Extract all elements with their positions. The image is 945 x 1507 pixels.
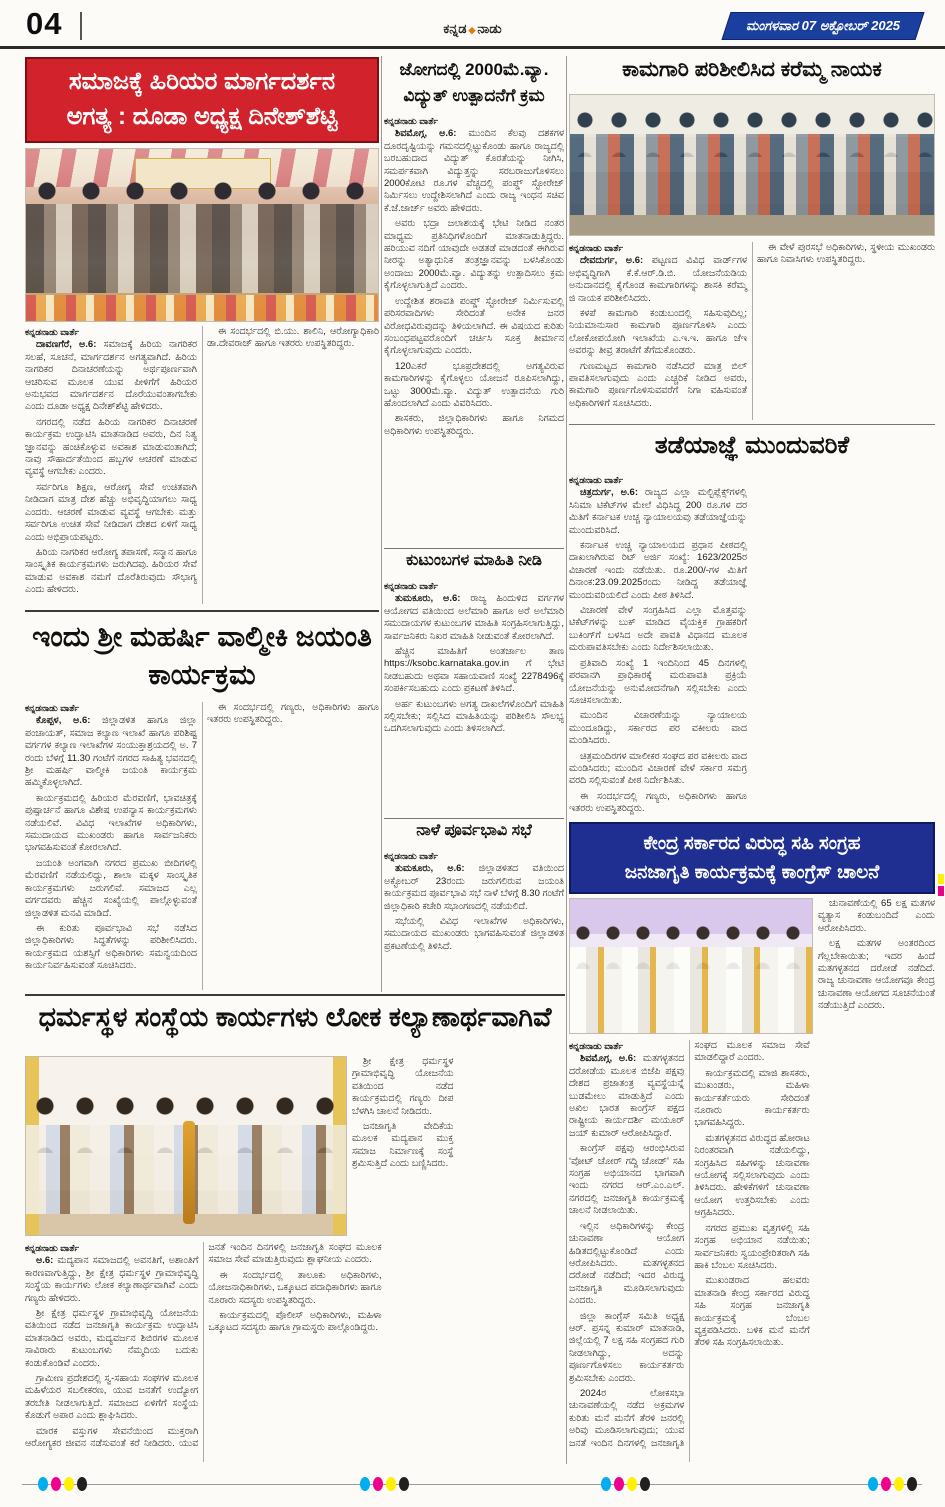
paragraph: ಶ್ರೀ ಕ್ಷೇತ್ರ ಧರ್ಮಸ್ಥಳ ಗ್ರಾಮಾಭಿವೃದ್ಧಿ ಯೋಜನೆಯ ವತಿಯಿಂದ ನಡೆದ ಜನಜಾಗೃತಿ ಕಾರ್ಯಕ್ರಮ ಉದ್ಘಾಟಿಸಿ ಮಾತನಾಡಿದ ಅವರು, ಮದ್ಯವರ್ಜನ ಶಿಬಿರಗಳ ಮೂಲಕ ಸಾವಿರಾರು ಕುಟುಂಬಗಳು ನೆಮ್ಮದಿಯ ಬದುಕು ಕಂಡುಕೊಂಡಿವೆ ಎಂದರು.	[25, 1308, 199, 1369]
dharma-side-column	[352, 1056, 565, 1236]
agency-byline: ಕನ್ನಡನಾಡು ವಾರ್ತೆ	[569, 475, 624, 485]
site-inspection-group-photo	[569, 94, 935, 236]
magenta-dot-icon	[51, 1477, 61, 1491]
dateline: ಶಿವಮೊಗ್ಗ, ಅ.6:	[395, 128, 457, 140]
paragraph: ಈ ಸಂದರ್ಭದಲ್ಲಿ ಬಿ.ಯು. ಶಾಲಿನಿ, ಆರೋಗ್ಯಾಧಿಕಾರಿ ಡಾ.ದೇವರಾಜ್ ಹಾಗೂ ಇತರರು ಉಪಸ್ಥಿತರಿದ್ದರು.	[207, 326, 379, 350]
body-text: ಮುಂದಿನ ಕೆಲವು ದಶಕಗಳ ದೂರದೃಷ್ಟಿಯನ್ನು ಗಮನದಲ್ಲಿಟ್ಟುಕೊಂಡು ಹಾಗೂ ರಾಜ್ಯದಲ್ಲಿ ಬರಬಹುದಾದ ವಿದ್ಯುತ್ ಕೊರತೆಯನ್ನು ನೀಗಿಸಿ, ಸಮರ್ಪಕವಾಗಿ ವಿದ್ಯುತ್ತನ್ನು ಸರಬರಾಜುಗೊಳಿಸಲು 2000ಕೋಟಿ ರೂ.ಗಳ ವೆಚ್ಚದಲ್ಲಿ ಪಂಪ್ಡ್ ಸ್ಟೋರೇಜ್ ನಿರ್ಮಿಸಲು ಉದ್ದೇಶಿಸಲಾಗಿದೆ ಎಂದು ರಾಜ್ಯ ಇಂಧನ ಸಚಿವ ಕೆ.ಜೆ.ಜಾರ್ಜ್ ಅವರು ಹೇಳಿದರು.	[384, 128, 564, 214]
paragraph: ಅರ್ಹ ಕುಟುಂಬಗಳು ಅಗತ್ಯ ದಾಖಲೆಗಳೊಂದಿಗೆ ಮಾಹಿತಿ ಸಲ್ಲಿಸಬೇಕು; ಸಲ್ಲಿಸಿದ ಮಾಹಿತಿಯನ್ನು ಪರಿಶೀಲಿಸಿ ಸೌಲಭ್ಯ ಒದಗಿಸಲಾಗುವುದು ಎಂದು ತಿಳಿಸಲಾಗಿದೆ.	[384, 698, 564, 735]
paragraph: ನಗರದ ಪ್ರಮುಖ ವೃತ್ತಗಳಲ್ಲಿ ಸಹಿ ಸಂಗ್ರಹ ಅಭಿಯಾನ ನಡೆಯಿತು; ಸಾರ್ವಜನಿಕರು ಸ್ವಯಂಪ್ರೇರಿತರಾಗಿ ಸಹಿ ಹಾಕಿ ಬೆಂಬಲ ಸೂಚಿಸಿದರು.	[694, 1222, 810, 1271]
stay-body	[569, 474, 935, 818]
print-edge-mark-magenta	[938, 886, 944, 896]
dateline: ಚಿತ್ರದುರ್ಗ, ಅ.6:	[580, 487, 638, 499]
congress-rally-photo	[569, 898, 813, 1034]
paragraph: ಲಕ್ಷ ಮತಗಳ ಅಂತರದಿಂದ ಗೆಲ್ಲಬೇಕಾಯಿತು; ಇದರ ಹಿಂದೆ ಮತಗಳ್ಳತನದ ದರೋಡೆ ನಡೆದಿದೆ. ರಾಜ್ಯ ಚುನಾವಣಾ ಆಯೋಗವೂ ಕೇಂದ್ರ ಚುನಾವಣಾ ಆಯೋಗದ ಸೂಚನೆಯಂತೆ ನಡೆಯುತ್ತಿದೆ ಎಂದರು.	[818, 938, 935, 1012]
paragraph	[25, 339, 197, 413]
paragraph: ಸರ್ವರಿಗೂ ಶಿಕ್ಷಣ, ಆರೋಗ್ಯ ಸೇವೆ ಉಚಿತವಾಗಿ ನೀಡಿದಾಗ ಮಾತ್ರ ದೇಶ ಹೆಚ್ಚು ಅಭಿವೃದ್ಧಿಯಾಗಲು ಸಾಧ್ಯ ಎಂದರು. ಆಚರಣೆ ಮಾಡುವ ವ್ಯವಸ್ಥೆ ಆಗಬೇಕು ಮತ್ತು ಸರ್ವರಿಗೂ ಉಚಿತ ಸೇವೆ ನೀಡಿದಾಗ ದೇಶದ ಏಳಿಗೆ ಸಾಧ್ಯ ಎಂದು ಅಭಿಪ್ರಾಯಪಟ್ಟರು.	[25, 481, 197, 543]
paragraph: ಮುಖಂಡರಾದ ಹಲವರು ಮಾತನಾಡಿ ಕೇಂದ್ರ ಸರ್ಕಾರದ ವಿರುದ್ಧ ಸಹಿ ಸಂಗ್ರಹ ಜನಜಾಗೃತಿ ಕಾರ್ಯಕ್ರಮಕ್ಕೆ ಬೆಂಬಲ ವ್ಯಕ್ತಪಡಿಸಿದರು. ಬಳಿಕ ಮನೆ ಮನೆಗೆ ತೆರಳಿ ಸಹಿ ಸಂಗ್ರಹಿಸಲಾಯಿತು.	[694, 1275, 810, 1349]
felicitation-ceremony-photo	[25, 148, 379, 322]
paragraph: ಹೆಚ್ಚಿನ ಮಾಹಿತಿಗೆ ಅಂತರ್ಜಾಲ ತಾಣ https://ksobc.karnataka.gov.in ಗೆ ಭೇಟಿ ನೀಡಬಹುದು ಅಥವಾ ಸಹಾಯವಾಣಿ ಸಂಖ್ಯೆ 2278496ಕ್ಕೆ ಸಂಪರ್ಕಿಸಬಹುದು ಎಂದು ಪ್ರಕಟಣೆ ತಿಳಿಸಿದೆ.	[384, 646, 564, 695]
column-rule-left	[381, 56, 382, 992]
article1-headline-line2: ಅಗತ್ಯ : ದೂಡಾ ಅಧ್ಯಕ್ಷ ದಿನೇಶ್‌ಶೆಟ್ಟಿ	[66, 103, 338, 130]
body-text: ಜಿಲ್ಲಾಡಳಿತದ ವತಿಯಿಂದ ಅಕ್ಟೋಬರ್ 23ರಂದು ಜರುಗಲಿರುವ ಜಯಂತಿ ಕಾರ್ಯಕ್ರಮದ ಪೂರ್ವಭಾವಿ ಸಭೆ ನಾಳೆ ಬೆಳಗ್ಗೆ 8.30 ಗಂಟೆಗೆ ಜಿಲ್ಲಾಧಿಕಾರಿ ಕಚೇರಿ ಸಭಾಂಗಣದಲ್ಲಿ ನಡೆಯಲಿದೆ.	[384, 863, 564, 912]
body-text: ಪಟ್ಟಣದ ವಿವಿಧ ವಾರ್ಡ್‌ಗಳ ಅಭಿವೃದ್ಧಿಗಾಗಿ ಕೆ.ಕೆ.ಆರ್.ಡಿ.ಬಿ. ಯೋಜನೆಯಡಿಯ ಅನುದಾನದಲ್ಲಿ ಕೈಗೊಂಡ ಕಾಮಗಾರಿಗಳನ್ನು ಶಾಸಕಿ ಕರೆಮ್ಮ ಜಿ ನಾಯಕ ಪರಿಶೀಲಿಸಿದರು.	[569, 255, 748, 304]
paragraph: ಗ್ರಾಮೀಣ ಪ್ರದೇಶದಲ್ಲಿ ಸ್ವ-ಸಹಾಯ ಸಂಘಗಳ ಮೂಲಕ ಮಹಿಳೆಯರ ಸಬಲೀಕರಣ, ಯುವ ಜನತೆಗೆ ಉದ್ಯೋಗ ತರಬೇತಿ ನೀಡಲಾಗುತ್ತಿದೆ. ಸಮಾಜದ ಏಳಿಗೆಗೆ ಸಂಸ್ಥೆಯ ಕೊಡುಗೆ ಅಪಾರ ಎಂದು ಶ್ಲಾಘಿಸಿದರು.	[25, 1373, 199, 1422]
paragraph: ಕಾರ್ಯಕ್ರಮದಲ್ಲಿ ಹಿರಿಯರ ಮೆರವಣಿಗೆ, ಭಾವಚಿತ್ರಕ್ಕೆ ಪುಷ್ಪಾರ್ಚನೆ ಹಾಗೂ ವಿಶೇಷ ಉಪನ್ಯಾಸ ಕಾರ್ಯಕ್ರಮಗಳು ನಡೆಯಲಿವೆ. ವಿವಿಧ ಇಲಾಖೆಗಳ ಅಧಿಕಾರಿಗಳು, ಸಮುದಾಯದ ಮುಖಂಡರು ಹಾಗೂ ಸಾರ್ವಜನಿಕರು ಭಾಗವಹಿಸುವಂತೆ ಕೋರಲಾಗಿದೆ.	[25, 792, 197, 854]
joga-headline-line2: ವಿದ್ಯುತ್ ಉತ್ಪಾದನೆಗೆ ಕ್ರಮ	[403, 85, 545, 105]
issue-date: ಮಂಗಳವಾರ 07 ಅಕ್ಟೋಬರ್ 2025	[745, 18, 901, 33]
agency-byline: ಕನ್ನಡನಾಡು ವಾರ್ತೆ	[384, 851, 439, 861]
masthead-left: ಕನ್ನಡ	[443, 21, 467, 36]
lamp-lighting-ceremony-photo	[25, 1056, 347, 1236]
congress-headline-box	[569, 822, 935, 894]
registration-dots	[360, 1477, 409, 1491]
yellow-dot-icon	[64, 1477, 74, 1491]
section-divider	[384, 548, 564, 549]
photo-flower-table-texture	[26, 295, 378, 321]
photo-crowd-texture	[570, 947, 812, 1033]
dateline: ಶಿವಮೊಗ್ಗ, ಅ.6:	[580, 1053, 637, 1065]
congress-body	[569, 1040, 935, 1462]
paragraph: 2024ರ ಲೋಕಸಭಾ ಚುನಾವಣೆಯಲ್ಲಿ ನಡೆದ ಅಕ್ರಮಗಳ ಕುರಿತು ಮನೆ ಮನೆಗೆ ತೆರಳಿ ಜನರಲ್ಲಿ ಅರಿವು ಮೂಡಿಸಲಾಗುವುದು; ಯುವ ಜನತೆ ಇಂದಿನ ದಿನಗಳಲ್ಲಿ ಜನಜಾಗೃತಿ ಸಂಘದ ಮೂಲಕ ಸಮಾಜ ಸೇವೆ ಮಾಡಲಿದ್ದಾರೆ ಎಂದರು.	[569, 1040, 810, 1449]
paragraph: ಈ ಕುರಿತು ಪೂರ್ವಭಾವಿ ಸಭೆ ನಡೆಸಿದ ಜಿಲ್ಲಾಧಿಕಾರಿಗಳು ಸಿದ್ಧತೆಗಳನ್ನು ಪರಿಶೀಲಿಸಿದರು. ಕಾರ್ಯಕ್ರಮದ ಯಶಸ್ಸಿಗೆ ಅಧಿಕಾರಿಗಳು ಸಮನ್ವಯದಿಂದ ಕಾರ್ಯನಿರ್ವಹಿಸುವಂತೆ ಸೂಚಿಸಿದರು.	[25, 922, 197, 972]
section-divider	[25, 994, 565, 996]
black-dot-icon	[399, 1477, 409, 1491]
cyan-dot-icon	[360, 1477, 370, 1491]
paragraph: ಪ್ರತಿವಾದಿ ಸಂಖ್ಯೆ 1 ಇಂದಿನಿಂದ 45 ದಿನಗಳಲ್ಲಿ ಪರವಾನಗಿ ಪ್ರಾಧಿಕಾರಕ್ಕೆ ಮರುಪಾವತಿ ಪ್ರಕ್ರಿಯೆ ಯೋಜನೆಯನ್ನು ಅನುಮೋದನೆಗಾಗಿ ಸಲ್ಲಿಸಬೇಕು ಎಂದು ಸೂಚಿಸಲಾಯಿತು.	[569, 657, 747, 706]
paragraph: ಈ ಸಂದರ್ಭದಲ್ಲಿ ಗಣ್ಯರು, ಅಧಿಕಾರಿಗಳು ಹಾಗೂ ಇತರರು ಉಪಸ್ಥಿತರಿದ್ದರು.	[569, 790, 747, 815]
paragraph: ಕಾರ್ಯಕ್ರಮದಲ್ಲಿ ಪೊಲೀಸ್ ಅಧಿಕಾರಿಗಳು, ಮಹಿಳಾ ಒಕ್ಕೂಟದ ಸದಸ್ಯರು ಹಾಗೂ ಗ್ರಾಮಸ್ಥರು ಪಾಲ್ಗೊಂಡಿದ್ದರು.	[208, 1310, 382, 1334]
dharma-body	[25, 1242, 565, 1462]
agency-byline: ಕನ್ನಡನಾಡು ವಾರ್ತೆ	[384, 581, 439, 591]
article1-body	[25, 326, 379, 604]
dharma-headline: ಧರ್ಮಸ್ಥಳ ಸಂಸ್ಥೆಯ ಕಾರ್ಯಗಳು ಲೋಕ ಕಲ್ಯಾಣಾರ್ಥವಾಗಿವೆ	[38, 1002, 552, 1032]
congress-headline-line1: ಕೇಂದ್ರ ಸರ್ಕಾರದ ವಿರುದ್ಧ ಸಹಿ ಸಂಗ್ರಹ	[643, 832, 861, 854]
paragraph: ಗುಣಮಟ್ಟದ ಕಾಮಗಾರಿ ನಡೆಸಿದರೆ ಮಾತ್ರ ಬಿಲ್ ಪಾವತಿಸಲಾಗುವುದು ಎಂದು ಎಚ್ಚರಿಕೆ ನೀಡಿದ ಅವರು, ಕಾಮಗಾರಿ ಪೂರ್ಣಗೊಳಿಸುವವರೆಗೆ ನಿಗಾ ವಹಿಸುವಂತೆ ಅಧಿಕಾರಿಗಳಿಗೆ ಸೂಚಿಸಿದರು.	[569, 360, 747, 409]
paragraph: ಚುನಾವಣೆಯಲ್ಲಿ 65 ಲಕ್ಷ ಮತಗಳ ವ್ಯತ್ಯಾಸ ಕಂಡುಬಂದಿದೆ ಎಂದು ಆರೋಪಿಸಿದರು.	[818, 898, 935, 934]
paragraph	[569, 255, 747, 305]
paragraph: ನಗರದಲ್ಲಿ ನಡೆದ ಹಿರಿಯ ನಾಗರಿಕರ ದಿನಾಚರಣೆ ಕಾರ್ಯಕ್ರಮ ಉದ್ಘಾಟಿಸಿ ಮಾತನಾಡಿದ ಅವರು, ದಿನ ನಿತ್ಯ ಜ್ಞಾನವನ್ನು ಹಂಚಿಕೊಳ್ಳುವ ಅವಕಾಶ ಮಾಡುವಂತಾಗಿದೆ; ನಾವು ಸೌಹಾರ್ದತೆಯಿಂದ ಹಬ್ಬಗಳ ಆಚರಣೆ ಮಾಡುವ ವ್ಯವಸ್ಥೆ ಆಗಬೇಕು ಎಂದರು.	[25, 416, 197, 478]
magenta-dot-icon	[614, 1477, 624, 1491]
masthead	[443, 21, 501, 37]
congress-headline-line2: ಜನಜಾಗೃತಿ ಕಾರ್ಯಕ್ರಮಕ್ಕೆ ಕಾಂಗ್ರೆಸ್ ಚಾಲನೆ	[624, 861, 880, 882]
header-rule	[0, 46, 945, 49]
agency-byline: ಕನ್ನಡನಾಡು ವಾರ್ತೆ	[569, 1041, 624, 1051]
paragraph	[384, 128, 564, 215]
black-dot-icon	[907, 1477, 917, 1491]
paragraph: ಹಿರಿಯ ನಾಗರಿಕರ ಆರೋಗ್ಯ ತಪಾಸಣೆ, ಸನ್ಮಾನ ಹಾಗೂ ಸಾಂಸ್ಕೃತಿಕ ಕಾರ್ಯಕ್ರಮಗಳು ಜರುಗಿದವು. ಹಿರಿಯರ ಸೇವೆ ಮಾಡುವ ಅವಕಾಶ ನಮಗೆ ದೊರೆತಿರುವುದು ಸೌಭಾಗ್ಯ ಎಂದು ಹೇಳಿದರು.	[25, 546, 197, 596]
yellow-dot-icon	[627, 1477, 637, 1491]
paragraph	[384, 863, 564, 913]
section-divider	[384, 818, 564, 819]
agency-byline: ಕನ್ನಡನಾಡು ವಾರ್ತೆ	[569, 243, 624, 253]
paragraph: ಜನಜಾಗೃತಿ ವೇದಿಕೆಯ ಮೂಲಕ ಮದ್ಯಪಾನ ಮುಕ್ತ ಸಮಾಜ ನಿರ್ಮಾಣಕ್ಕೆ ಸಂಸ್ಥೆ ಶ್ರಮಿಸುತ್ತಿದೆ ಎಂದು ಬಣ್ಣಿಸಿದರು.	[352, 1121, 454, 1170]
families-body	[384, 580, 564, 818]
paragraph	[25, 1255, 198, 1305]
cyan-dot-icon	[38, 1477, 48, 1491]
paragraph	[384, 593, 564, 643]
black-dot-icon	[77, 1477, 87, 1491]
masthead-right: ನಾಡು	[477, 21, 502, 36]
cyan-dot-icon	[868, 1477, 878, 1491]
registration-dots	[868, 1477, 917, 1491]
families-headline: ಕುಟುಂಬಗಳ ಮಾಹಿತಿ ನೀಡಿ	[406, 552, 542, 569]
paragraph: ಮಾರಕ ವಸ್ತುಗಳ ಸೇವನೆಯಿಂದ ಮುಕ್ತರಾಗಿ ಆರೋಗ್ಯಕರ ಜೀವನ ನಡೆಸುವಂತೆ ಕರೆ ನೀಡಿದರು. ಯುವ ಜನತೆ ಇಂದಿನ ದಿನಗಳಲ್ಲಿ ಜನಜಾಗೃತಿ ಸಂಘದ ಮೂಲಕ ಸಮಾಜ ಸೇವೆ ಮಾಡುತ್ತಿರುವುದು ಶ್ಲಾಘನೀಯ ಎಂದರು.	[25, 1242, 382, 1450]
dateline: ದೇವದುರ್ಗ, ಅ.6:	[580, 255, 644, 267]
yellow-dot-icon	[386, 1477, 396, 1491]
paragraph: ಶ್ರೀ ಕ್ಷೇತ್ರ ಧರ್ಮಸ್ಥಳ ಗ್ರಾಮಾಭಿವೃದ್ಧಿ ಯೋಜನೆಯ ವತಿಯಿಂದ ನಡೆದ ಕಾರ್ಯಕ್ರಮದಲ್ಲಿ ಗಣ್ಯರು ದೀಪ ಬೆಳಗಿಸಿ ಚಾಲನೆ ನೀಡಿದರು.	[352, 1056, 454, 1117]
photo-crowd-texture	[570, 134, 934, 215]
photo-ceremonial-lamp	[183, 1121, 195, 1224]
article1-headline-line1: ಸಮಾಜಕ್ಕೆ ಹಿರಿಯರ ಮಾರ್ಗದರ್ಶನ	[68, 68, 336, 96]
dateline: ದಾವಣಗೆರೆ, ಅ.6:	[36, 339, 97, 351]
paragraph: ಈ ಸಂದರ್ಭದಲ್ಲಿ ತಾಲೂಕು ಅಧಿಕಾರಿಗಳು, ಯೋಜನಾಧಿಕಾರಿಗಳು, ಒಕ್ಕೂಟದ ಪದಾಧಿಕಾರಿಗಳು ಹಾಗೂ ನೂರಾರು ಸದಸ್ಯರು ಉಪಸ್ಥಿತರಿದ್ದರು.	[208, 1269, 382, 1306]
paragraph: ಇಲ್ಲಿನ ಅಧಿಕಾರಿಗಳನ್ನು ಕೇಂದ್ರ ಚುನಾವಣಾ ಆಯೋಗ ಹಿಡಿತದಲ್ಲಿಟ್ಟುಕೊಂಡಿದೆ ಎಂದು ಆರೋಪಿಸಿದರು. ಮತಗಳ್ಳತನದ ದರೋಡೆ ನಡೆದಿದೆ; ಇದರ ವಿರುದ್ಧ ಜನಜಾಗೃತಿ ಮೂಡಿಸಲಾಗುವುದು ಎಂದರು.	[569, 1220, 685, 1307]
registration-dots	[601, 1477, 650, 1491]
joga-headline-line1: ಜೋಗದಲ್ಲಿ 2000ಮೆ.ವ್ಯಾ.	[399, 60, 549, 79]
dateline: ಅ.6:	[36, 1255, 54, 1267]
cyan-dot-icon	[601, 1477, 611, 1491]
presabha-body	[384, 850, 564, 990]
header-divider	[80, 12, 82, 40]
presabha-headline: ನಾಳೆ ಪೂರ್ವಭಾವಿ ಸಭೆ	[416, 822, 532, 839]
paragraph: ಜಿಲ್ಲಾ ಕಾಂಗ್ರೆಸ್ ಸಮಿತಿ ಅಧ್ಯಕ್ಷ ಆರ್. ಪ್ರಸನ್ನ ಕುಮಾರ್ ಮಾತನಾಡಿ, ಜಿಲ್ಲೆಯಲ್ಲಿ 7 ಲಕ್ಷ ಸಹಿ ಸಂಗ್ರಹದ ಗುರಿ ನೀಡಲಾಗಿದ್ದು, ಅದನ್ನು ಪೂರ್ಣಗೊಳಿಸಲು ಕಾರ್ಯಕರ್ತರು ಶ್ರಮಿಸಬೇಕು ಎಂದರು.	[569, 1310, 685, 1384]
congress-side-column	[818, 898, 935, 1034]
body-text: ರಾಜ್ಯ ಹಿಂದುಳಿದ ವರ್ಗಗಳ ಆಯೋಗದ ವತಿಯಿಂದ ಅಲೆಮಾರಿ ಹಾಗೂ ಅರೆ ಅಲೆಮಾರಿ ಸಮುದಾಯಗಳ ಕುಟುಂಬಗಳ ಮಾಹಿತಿ ಸಂಗ್ರಹಿಸಲಾಗುತ್ತಿದ್ದು, ಸಾರ್ವಜನಿಕರು ನಿಖರ ಮಾಹಿತಿ ನೀಡುವಂತೆ ಕೋರಲಾಗಿದೆ.	[384, 593, 564, 642]
paragraph: ಮುಂದಿನ ವಿಚಾರಣೆಯನ್ನು ನ್ಯಾಯಾಲಯ ಮುಂದೂಡಿದ್ದು, ಸರ್ಕಾರದ ಪರ ವಕೀಲರು ವಾದ ಮಂಡಿಸಿದರು.	[569, 710, 747, 747]
black-dot-icon	[640, 1477, 650, 1491]
section-divider	[569, 424, 935, 425]
paragraph: ಜಯಂತಿ ಅಂಗವಾಗಿ ನಗರದ ಪ್ರಮುಖ ಬೀದಿಗಳಲ್ಲಿ ಮೆರವಣಿಗೆ ನಡೆಯಲಿದ್ದು, ಶಾಲಾ ಮಕ್ಕಳ ಸಾಂಸ್ಕೃತಿಕ ಕಾರ್ಯಕ್ರಮಗಳು ಜರುಗಲಿವೆ. ಸಮಾಜದ ಎಲ್ಲ ವರ್ಗದವರು ಹೆಚ್ಚಿನ ಸಂಖ್ಯೆಯಲ್ಲಿ ಪಾಲ್ಗೊಳ್ಳುವಂತೆ ಜಿಲ್ಲಾಡಳಿತ ಮನವಿ ಮಾಡಿದೆ.	[25, 857, 197, 919]
body-text: ರಾಜ್ಯದ ಎಲ್ಲಾ ಮಲ್ಟಿಪ್ಲೆಕ್ಸ್‌ಗಳಲ್ಲಿ ಸಿನಿಮಾ ಟಿಕೆಟ್‌ಗಳ ಮೇಲೆ ವಿಧಿಸಿದ್ದ 200 ರೂ.ಗಳ ದರ ಮಿತಿಗೆ ಕರ್ನಾಟಕ ಉಚ್ಚ ನ್ಯಾಯಾಲಯವು ತಡೆಯಾಜ್ಞೆಯನ್ನು ಮುಂದುವರಿಸಿದೆ.	[569, 487, 747, 536]
masthead-logo-icon: ◆	[468, 25, 476, 35]
paragraph	[569, 1053, 684, 1140]
stay-headline: ತಡೆಯಾಜ್ಞೆ ಮುಂದುವರಿಕೆ	[654, 432, 850, 459]
magenta-dot-icon	[881, 1477, 891, 1491]
valmiki-headline: ಇಂದು ಶ್ರೀ ಮಹರ್ಷಿ ವಾಲ್ಮೀಕಿ ಜಯಂತಿ ಕಾರ್ಯಕ್ರಮ	[32, 621, 372, 690]
paragraph: ಈ ವೇಳೆ ಪುರಸಭೆ ಅಧಿಕಾರಿಗಳು, ಸ್ಥಳೀಯ ಮುಖಂಡರು ಹಾಗೂ ನಿವಾಸಿಗಳು ಉಪಸ್ಥಿತರಿದ್ದರು.	[757, 242, 935, 266]
paragraph: 120ಎಕರೆ ಭೂಪ್ರದೇಶದಲ್ಲಿ ಅಗತ್ಯವಿರುವ ಕಾಮಗಾರಿಗಳನ್ನು ಕೈಗೊಳ್ಳಲು ಯೋಜನೆ ರೂಪಿಸಲಾಗಿದ್ದು, ಒಟ್ಟು 3000ಮೆ.ವ್ಯಾ. ವಿದ್ಯುತ್ ಉತ್ಪಾದನೆಯ ಗುರಿ ಹೊಂದಲಾಗಿದೆ ಎಂದು ವಿವರಿಸಿದರು.	[384, 360, 564, 409]
dateline: ತುಮಕೂರು, ಅ.6:	[395, 863, 465, 875]
registration-dots	[38, 1477, 87, 1491]
agency-byline: ಕನ್ನಡನಾಡು ವಾರ್ತೆ	[25, 327, 80, 337]
date-badge	[721, 12, 924, 40]
paragraph: ಕಾಂಗ್ರೆಸ್ ಪಕ್ಷವು ಆರಂಭಿಸಿರುವ ‘ವೋಟ್ ಚೋರ್ ಗದ್ದಿ ಚೋಡ್’ ಸಹಿ ಸಂಗ್ರಹ ಅಭಿಯಾನದ ಭಾಗವಾಗಿ ಇಂದು ನಗರದ ಆರ್.ಎಂ.ಎಲ್. ನಗರದಲ್ಲಿ ಜನಜಾಗೃತಿ ಕಾರ್ಯಕ್ರಮಕ್ಕೆ ಚಾಲನೆ ನೀಡಲಾಯಿತು.	[569, 1143, 685, 1217]
karemma-headline: ಕಾಮಗಾರಿ ಪರಿಶೀಲಿಸಿದ ಕರೆಮ್ಮ ನಾಯಕ	[622, 58, 882, 81]
karemma-body	[569, 242, 935, 420]
valmiki-body	[25, 702, 379, 990]
agency-byline: ಕನ್ನಡನಾಡು ವಾರ್ತೆ	[25, 1243, 80, 1253]
section-divider	[25, 610, 379, 612]
paragraph: ಸಭೆಯಲ್ಲಿ ವಿವಿಧ ಇಲಾಖೆಗಳ ಅಧಿಕಾರಿಗಳು, ಸಮುದಾಯದ ಮುಖಂಡರು ಭಾಗವಹಿಸುವಂತೆ ಜಿಲ್ಲಾಡಳಿತ ಪ್ರಕಟಣೆಯಲ್ಲಿ ತಿಳಿಸಿದೆ.	[384, 916, 564, 952]
paragraph: ಕರ್ನಾಟಕ ಉಚ್ಚ ನ್ಯಾಯಾಲಯದ ಪ್ರಧಾನ ಪೀಠದಲ್ಲಿ ದಾಖಲಾಗಿರುವ ರಿಟ್ ಅರ್ಜಿ ಸಂಖ್ಯೆ: 1623/2025ರ ವಿಚಾರಣೆ ಇಂದು ನಡೆಯಿತು. ರೂ.200/-ಗಳ ಮಿತಿಗೆ ದಿನಾಂಕ:23.09.2025ರಂದು ನೀಡಿದ್ದ ತಡೆಯಾಜ್ಞೆ ಮುಂದುವರಿಯಲಿದೆ ಎಂದು ಪೀಠ ತಿಳಿಸಿದೆ.	[569, 540, 747, 601]
joga-headline	[384, 57, 564, 111]
paragraph: ವಿಚಾರಣೆ ವೇಳೆ ಸಂಗ್ರಹಿಸಿದ ಎಲ್ಲಾ ಮೊತ್ತವನ್ನು ಟಿಕೆಟ್‌ಗಳನ್ನು ಬುಕ್ ಮಾಡಿದ ವೈಯಕ್ತಿಕ ಗ್ರಾಹಕರಿಗೆ ಬುಕಿಂಗ್‌ಗೆ ಬಳಸಿದ ಅದೇ ಪಾವತಿ ವಿಧಾನದ ಮೂಲಕ ಮರುಪಾವತಿಸಬೇಕು ಎಂದು ನಿರ್ದೇಶಿಸಲಾಯಿತು.	[569, 605, 747, 654]
dateline: ತುಮಕೂರು, ಅ.6:	[395, 593, 461, 605]
body-text: ಜಿಲ್ಲಾಡಳಿತ ಹಾಗೂ ಜಿಲ್ಲಾ ಪಂಚಾಯತ್, ಸಮಾಜ ಕಲ್ಯಾಣ ಇಲಾಖೆ ಹಾಗೂ ಪರಿಶಿಷ್ಟ ವರ್ಗಗಳ ಕಲ್ಯಾಣ ಇಲಾಖೆಗಳ ಸಂಯುಕ್ತಾಶ್ರಯದಲ್ಲಿ ಅ. 7 ರಂದು ಬೆಳಗ್ಗೆ 11.30 ಗಂಟೆಗೆ ನಗರದ ಸಾಹಿತ್ಯ ಭವನದಲ್ಲಿ ಶ್ರೀ ಮಹರ್ಷಿ ವಾಲ್ಮೀಕಿ ಜಯಂತಿ ಕಾರ್ಯಕ್ರಮ ಹಮ್ಮಿಕೊಳ್ಳಲಾಗಿದೆ.	[25, 715, 198, 789]
paragraph: ಚಿತ್ರಮಂದಿರಗಳ ಮಾಲೀಕರ ಸಂಘದ ಪರ ವಕೀಲರು ವಾದ ಮಂಡಿಸಿದರು; ಮುಂದಿನ ವಿಚಾರಣೆ ವೇಳೆ ಸರ್ಕಾರ ಸಮಗ್ರ ವರದಿ ಸಲ್ಲಿಸುವಂತೆ ಪೀಠ ನಿರ್ದೇಶಿಸಿತು.	[569, 750, 747, 787]
footer-rule	[22, 1484, 922, 1485]
paragraph	[25, 715, 197, 789]
agency-byline: ಕನ್ನಡನಾಡು ವಾರ್ತೆ	[25, 703, 80, 713]
paragraph: ಉದ್ದೇಶಿತ ಶರಾವತಿ ಪಂಪ್ಡ್ ಸ್ಟೋರೇಜ್ ನಿರ್ಮಿಸುವಲ್ಲಿ ಪರಿಸರವಾದಿಗಳು ಸೇರಿದಂತೆ ಅನೇಕ ಜನರ ವಿರೋಧವಿರುವುದನ್ನು ತಿಳಿಯಲಾಗಿದೆ. ಈ ವಿಷಯದ ಕುರಿತು ಸಂಬಂಧಪಟ್ಟವರೊಂದಿಗೆ ಚರ್ಚಿಸಿ ಸೂಕ್ತ ತೀರ್ಮಾನ ಕೈಗೊಳ್ಳಲಾಗುವುದು ಎಂದರು.	[384, 295, 564, 357]
body-text: ಮದ್ಯಪಾನ ಸಮಾಜದಲ್ಲಿ ಅವನತಿಗೆ, ಅಶಾಂತಿಗೆ ಕಾರಣವಾಗುತ್ತಿದ್ದು, ಶ್ರೀ ಕ್ಷೇತ್ರ ಧರ್ಮಸ್ಥಳ ಗ್ರಾಮಾಭಿವೃದ್ಧಿ ಸಂಸ್ಥೆಯ ಕಾರ್ಯಗಳು ಲೋಕ ಕಲ್ಯಾಣಾರ್ಥವಾಗಿವೆ ಎಂದು ಗಣ್ಯರು ಹೇಳಿದರು.	[25, 1255, 199, 1304]
column-rule-right	[566, 56, 567, 1464]
paragraph: ಶಾಸಕರು, ಜಿಲ್ಲಾಧಿಕಾರಿಗಳು ಹಾಗೂ ನಿಗಮದ ಅಧಿಕಾರಿಗಳು ಉಪಸ್ಥಿತರಿದ್ದರು.	[384, 413, 564, 437]
paragraph: ಕಳಪೆ ಕಾಮಗಾರಿ ಕಂಡುಬಂದಲ್ಲಿ ಸಹಿಸುವುದಿಲ್ಲ; ನಿಯಮಾನುಸಾರ ಕಾಮಗಾರಿ ಪೂರ್ಣಗೊಳಿಸಿ ಎಂದು ಲೋಕೋಪಯೋಗಿ ಇಲಾಖೆಯ ಎ.ಇ.ಇ. ಹಾಗೂ ಜೆಇ ಅವರನ್ನು ತೀವ್ರ ತರಾಟೆಗೆ ತೆಗೆದುಕೊಂಡರು.	[569, 308, 747, 357]
photo-crowd-texture	[26, 204, 378, 293]
print-edge-mark-yellow	[938, 874, 944, 884]
paragraph: ಈ ಸಂದರ್ಭದಲ್ಲಿ ಗಣ್ಯರು, ಅಧಿಕಾರಿಗಳು ಹಾಗೂ ಇತರರು ಉಪಸ್ಥಿತರಿದ್ದರು.	[207, 702, 379, 726]
body-text: ಮತಗಳ್ಳತನದ ದರೋಡೆಯ ಮೂಲಕ ಬಿಜೆಪಿ ಪಕ್ಷವು ದೇಶದ ಪ್ರಜಾತಂತ್ರ ವ್ಯವಸ್ಥೆಯನ್ನೆ ಬುಡಮೇಲು ಮಾಡುತ್ತಿದೆ ಎಂದು ಅಖಿಲ ಭಾರತ ಕಾಂಗ್ರೆಸ್ ಪಕ್ಷದ ರಾಷ್ಟ್ರೀಯ ಕಾರ್ಯದರ್ಶಿ ಮಯೂರ್ ಜಯ್ ಕುಮಾರ್ ಆರೋಪಿಸಿದ್ದಾರೆ.	[569, 1053, 685, 1139]
body-text: ಸಮಾಜಕ್ಕೆ ಹಿರಿಯ ನಾಗರಿಕರ ಸಲಹೆ, ಸೂಚನೆ, ಮಾರ್ಗದರ್ಶನ ಅಗತ್ಯವಾಗಿದೆ. ಹಿರಿಯ ನಾಗರಿಕರ ದಿನಾಚರಣೆಯನ್ನು ಅರ್ಥಪೂರ್ಣವಾಗಿ ಆಚರಿಸುವ ಮೂಲಕ ಯುವ ಪೀಳಿಗೆಗೆ ಹಿರಿಯರ ಅನುಭವದ ಮಾರ್ಗದರ್ಶನ ದೊರೆಯುವಂತಾಗಬೇಕು ಎಂದು ದೂಡಾ ಅಧ್ಯಕ್ಷ ದಿನೇಶ್‌ಶೆಟ್ಟಿ ಹೇಳಿದರು.	[25, 339, 197, 413]
article1-headline-box	[25, 57, 379, 143]
yellow-dot-icon	[894, 1477, 904, 1491]
paragraph: ಅವರು ಭದ್ರಾ ಜಲಾಶಯಕ್ಕೆ ಭೇಟಿ ನೀಡಿದ ನಂತರ ಮಾಧ್ಯಮ ಪ್ರತಿನಿಧಿಗಳೊಂದಿಗೆ ಮಾತನಾಡುತ್ತಿದ್ದರು. ಹರಿಯುವ ನದಿಗೆ ಯಾವುದೇ ಅಡತಡೆ ಮಾಡದಂತೆ ಈಗಿರುವ ನೀರನ್ನು ಅತ್ಯಾಧುನಿಕ ತಂತ್ರಜ್ಞಾನವನ್ನು ಬಳಸಿಕೊಂಡು ಅಂದಾಜು 2000ಮೆ.ವ್ಯಾ. ವಿದ್ಯುತನ್ನು ಉತ್ಪಾದಿಸಲು ಕ್ರಮ ಕೈಗೊಳ್ಳಲಾಗುತ್ತಿದೆ ಎಂದರು.	[384, 218, 564, 292]
magenta-dot-icon	[373, 1477, 383, 1491]
paragraph: ಮತಗಳ್ಳತನದ ವಿರುದ್ಧದ ಹೋರಾಟ ನಿರಂತರವಾಗಿ ನಡೆಯಲಿದ್ದು, ಸಂಗ್ರಹಿಸಿದ ಸಹಿಗಳನ್ನು ಚುನಾವಣಾ ಆಯೋಗಕ್ಕೆ ಸಲ್ಲಿಸಲಾಗುವುದು ಎಂದು ತಿಳಿಸಿದರು. ಹೇಳಿಕೆಗಳಿಗೆ ಚುನಾವಣಾ ಆಯೋಗ ಉತ್ತರಿಸಬೇಕು ಎಂದು ಆಗ್ರಹಿಸಿದರು.	[694, 1132, 810, 1219]
agency-byline: ಕನ್ನಡನಾಡು ವಾರ್ತೆ	[384, 116, 439, 126]
paragraph: ಕಾರ್ಯಕ್ರಮದಲ್ಲಿ ಮಾಜಿ ಶಾಸಕರು, ಮುಖಂಡರು, ಮಹಿಳಾ ಕಾರ್ಯಕರ್ತೆಯರು ಸೇರಿದಂತೆ ನೂರಾರು ಕಾರ್ಯಕರ್ತರು ಭಾಗವಹಿಸಿದ್ದರು.	[694, 1067, 810, 1129]
dateline: ಕೊಪ್ಪಳ, ಅ.6:	[36, 715, 91, 727]
page-number: 04	[26, 6, 63, 41]
joga-body	[384, 115, 564, 545]
paragraph	[569, 487, 747, 537]
